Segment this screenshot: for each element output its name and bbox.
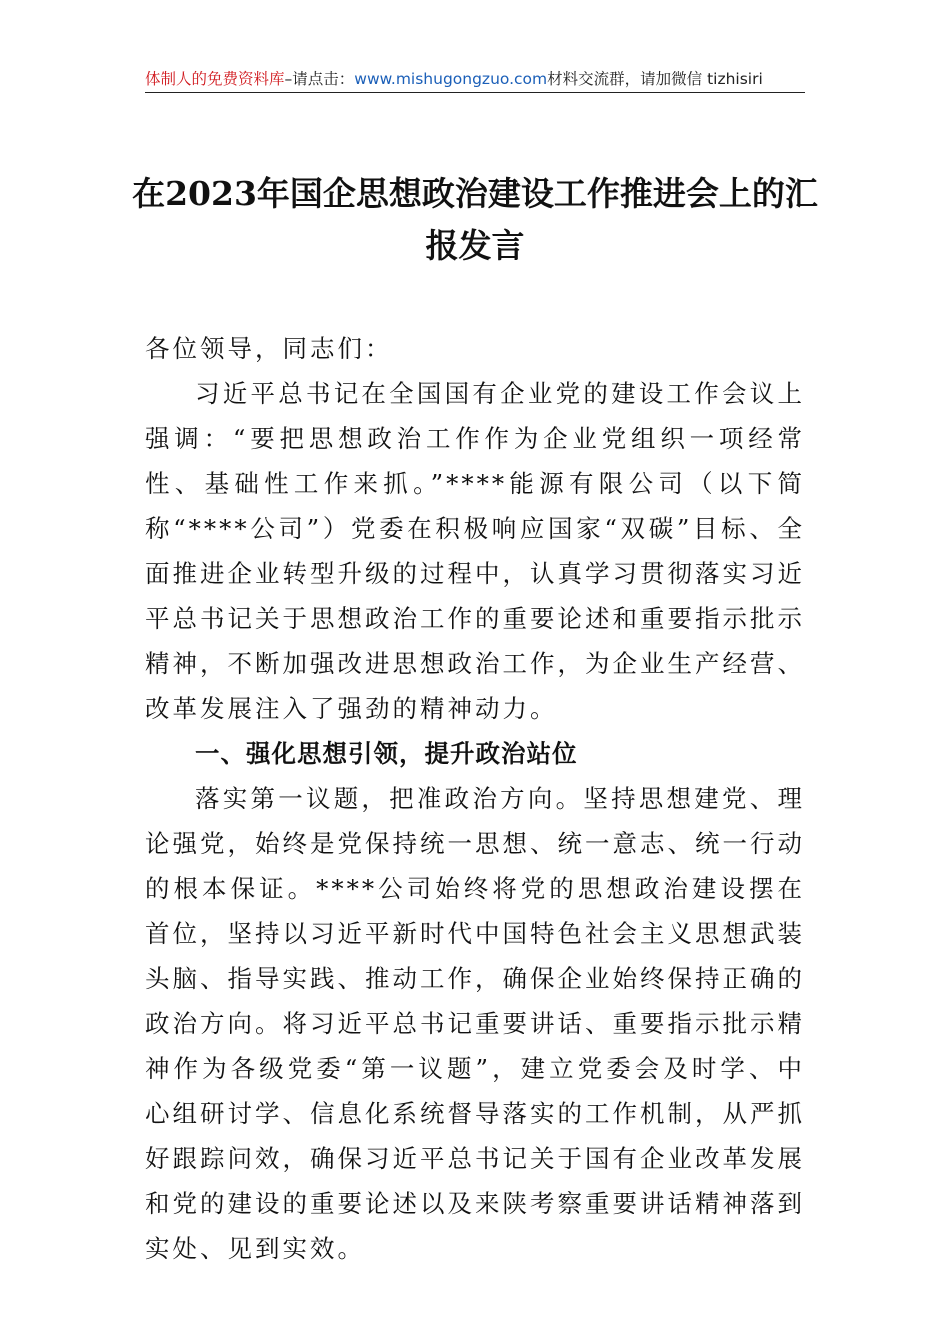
header-tail: 材料交流群，请加微信 tizhisiri xyxy=(547,70,763,88)
page-header xyxy=(145,66,805,93)
document-title: 在2023年国企思想政治建设工作推进会上的汇报发言 xyxy=(132,174,818,265)
header-prompt: –请点击： xyxy=(284,70,355,88)
header-brand: 体制人的免费资料库 xyxy=(145,70,285,88)
section-paragraph: 落实第一议题，把准政治方向。坚持思想建党、理论强党，始终是党保持统一思想、统一意志、统一行动的根本保证。****公司始终将党的思想政治建设摆在首位，坚持以习近平新时代中国特色社会主义思想武装头脑、指导实践、推动工作，确保企业始终保持正确的政治方向。将习近平总书记重要讲话、重要指示批示精神作为各级党委“第一议题”，建立党委会及时学、中心组研讨学、信息化系统督导落实的工作机制，从严抓好跟踪问效，确保习近平总书记关于国有企业改革发展和党的建设的重要论述以及来陕考察重要讲话精神落到实处、见到实效。 xyxy=(145,784,805,1263)
salutation: 各位领导，同志们： xyxy=(145,334,393,363)
intro-paragraph: 习近平总书记在全国国有企业党的建设工作会议上强调：“要把思想政治工作作为企业党组织一项经常性、基础性工作来抓。”****能源有限公司（以下简称“****公司”）党委在积极响应国家“双碳”目标、全面推进企业转型升级的过程中，认真学习贯彻落实习近平总书记关于思想政治工作的重要论述和重要指示批示精神，不断加强改进思想政治工作，为企业生产经营、改革发展注入了强劲的精神动力。 xyxy=(145,379,805,723)
header-url-link[interactable]: www.mishugongzuo.com xyxy=(354,70,548,88)
section-heading: 一、强化思想引领，提升政治站位 xyxy=(195,739,578,768)
document-body xyxy=(145,326,805,1271)
